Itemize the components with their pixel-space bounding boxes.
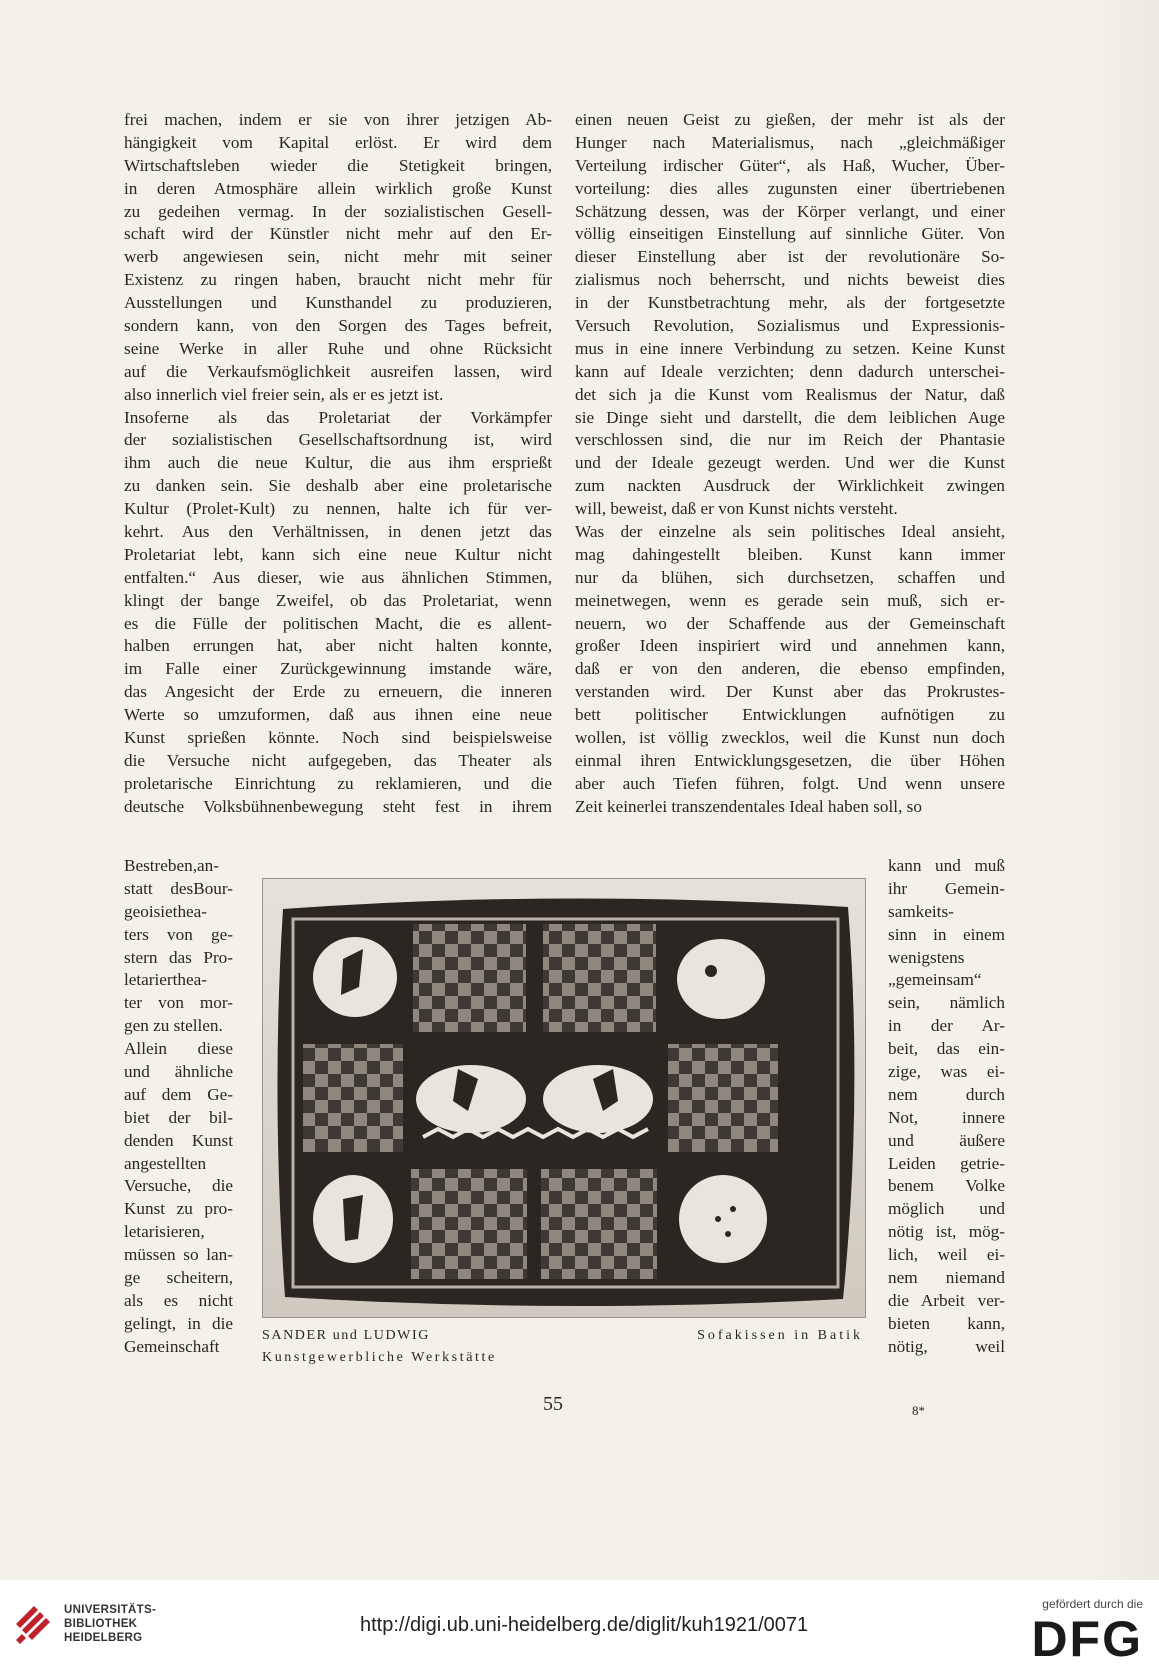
text-line: aber auch Tiefen führen, folgt. Und wenn unsere — [575, 773, 1005, 793]
text-line: klingt der bange Zweifel, ob das Proletariat, wenn — [124, 590, 552, 610]
text-line: also innerlich viel freier sein, als er es jetzt ist. — [124, 384, 444, 404]
caption-maker: SANDER und LUDWIG — [262, 1328, 430, 1343]
text-line: Not, innere — [888, 1107, 1005, 1127]
left-text-column — [124, 109, 552, 819]
text-line: Proletariat lebt, kann sich eine neue Kultur nicht — [124, 544, 552, 564]
text-line: seine Werke in aller Ruhe und ohne Rücksicht — [124, 338, 552, 358]
text-line: möglich und — [888, 1199, 1005, 1219]
text-line: auf dem Ge- — [124, 1084, 233, 1104]
text-line: zu danken sein. Sie deshalb aber eine proletarische — [124, 476, 552, 496]
text-line: großer Ideen inspiriert wird und annehmen kann, — [575, 636, 1005, 656]
text-line: mag dahingestellt bleiben. Kunst kann immer — [575, 544, 1005, 564]
library-name-line1: UNIVERSITÄTS- — [64, 1604, 157, 1616]
text-line: die Arbeit ver- — [888, 1290, 1005, 1310]
text-line: Werte so umzuformen, daß aus ihnen eine neue — [124, 705, 552, 725]
text-line: und der Ideale gezeugt werden. Und wer die Kunst — [575, 453, 1005, 473]
text-line: ihm auch die neue Kultur, die aus ihm ersprießt — [124, 453, 552, 473]
text-line: Existenz zu ringen haben, braucht nicht mehr für — [124, 270, 552, 290]
text-line: verschlossen sind, die nur im Reich der Phantasie — [575, 430, 1005, 450]
text-line: müssen so lan- — [124, 1245, 233, 1265]
text-line: gelingt, in die — [124, 1313, 233, 1333]
caption-title: Sofakissen in Batik — [697, 1328, 863, 1343]
right-narrow-column — [888, 855, 1005, 1359]
text-line: Versuche, die — [124, 1176, 233, 1196]
caption-workshop: Kunstgewerbliche Werkstätte — [262, 1350, 497, 1365]
text-line: Leiden getrie- — [888, 1153, 1005, 1173]
text-line: mus in eine innere Verbindung zu setzen. Keine Kunst — [575, 338, 1005, 358]
signature-mark: 8* — [912, 1403, 925, 1418]
text-line: bett politischer Entwicklungen aufnötigen zu — [575, 705, 1005, 725]
library-name-line3: HEIDELBERG — [64, 1632, 143, 1644]
text-line: Versuch Revolution, Sozialismus und Expressionis- — [575, 316, 1005, 336]
text-line: der sozialistischen Gesellschaftsordnung ist, wird — [124, 430, 552, 450]
text-line: es die Fülle der politischen Macht, die es allent- — [124, 613, 552, 633]
text-line: Ausstellungen und Kunsthandel zu produzieren, — [124, 293, 552, 313]
text-line: werb angewiesen sein, nicht mehr mit seiner — [124, 247, 552, 267]
text-line: wollen, ist völlig zwecklos, weil die Kunst nun doch — [575, 728, 1005, 748]
text-line: sondern kann, von den Sorgen des Tages befreit, — [124, 316, 552, 336]
cushion-photograph — [262, 878, 866, 1318]
text-line: Gemeinschaft — [124, 1336, 220, 1356]
text-line: Verteilung irdischer Güter“, als Haß, Wucher, Über- — [575, 155, 1005, 175]
right-text-column — [575, 109, 1005, 819]
text-line: benem Volke — [888, 1176, 1005, 1196]
text-line: schaft wird der Künstler nicht mehr auf den Er- — [124, 224, 552, 244]
funding-note: gefördert durch die — [1042, 1597, 1143, 1611]
page-number: 55 — [543, 1393, 563, 1415]
text-line: das Angesicht der Erde zu erneuern, die inneren — [124, 682, 552, 702]
text-line: entfalten.“ Aus dieser, wie aus ähnlichen Stimmen, — [124, 567, 552, 587]
text-line: kehrt. Aus den Verhältnissen, in denen jetzt das — [124, 522, 552, 542]
batik-cushion-illustration — [263, 879, 865, 1317]
text-line: stern das Pro- — [124, 947, 233, 967]
text-line: neuern, wo der Schaffende aus der Gemeinschaft — [575, 613, 1005, 633]
text-line: und äußere — [888, 1130, 1005, 1150]
text-line: geoisiethea- — [124, 901, 208, 921]
text-line: proletarische Einrichtung zu reklamieren, und die — [124, 773, 552, 793]
text-line: Hunger nach Materialismus, nach „gleichmäßiger — [575, 132, 1005, 152]
text-line: nur da blühen, sich durchsetzen, schaffen und — [575, 567, 1005, 587]
text-line: verstanden wird. Der Kunst aber das Prokrustes- — [575, 682, 1005, 702]
text-line: nem niemand — [888, 1268, 1005, 1288]
text-line: zialismus noch beherrscht, und nichts beweist dies — [575, 270, 1005, 290]
text-line: Kunst sprießen könnte. Noch sind beispielsweise — [124, 728, 552, 748]
text-line: kann auf Ideale verzichten; denn dadurch unterschei- — [575, 361, 1005, 381]
dfg-logo: DFG — [1031, 1611, 1143, 1667]
text-line: beit, das ein- — [888, 1039, 1005, 1059]
text-line: letariertheа- — [124, 970, 208, 990]
text-line: hängigkeit vom Kapital erlöst. Er wird dem — [124, 132, 552, 152]
text-line: Kultur (Prolet-Kult) zu nennen, halte ich für ver- — [124, 499, 552, 519]
text-line: „gemeinsam“ — [888, 970, 982, 990]
text-line: Allein diese — [124, 1039, 233, 1059]
text-line: zu gedeihen vermag. In der sozialistischen Gesell- — [124, 201, 552, 221]
text-line: in deren Atmosphäre allein wirklich große Kunst — [124, 178, 552, 198]
text-line: lich, weil ei- — [888, 1245, 1005, 1265]
permalink-url[interactable]: http://digi.ub.uni-heidelberg.de/diglit/kuh1921/0071 — [360, 1614, 809, 1636]
text-line: halben errungen hat, aber nicht halten konnte, — [124, 636, 552, 656]
text-line: in der Kunstbetrachtung mehr, als der fortgesetzte — [575, 293, 1005, 313]
text-line: biet der bil- — [124, 1107, 233, 1127]
text-line: zige, was ei- — [888, 1062, 1005, 1082]
text-line: will, beweist, daß er von Kunst nichts versteht. — [575, 499, 898, 519]
text-line: nötig, weil — [888, 1336, 1005, 1356]
text-line: einen neuen Geist zu gießen, der mehr ist als der — [575, 110, 1005, 129]
text-line: nem durch — [888, 1084, 1005, 1104]
text-line: nötig ist, mög- — [888, 1222, 1005, 1242]
text-line: ters von ge- — [124, 924, 233, 944]
text-line: Kunst zu pro- — [124, 1199, 233, 1219]
text-line: sie Dinge sieht und darstellt, die dem leiblichen Auge — [575, 407, 1005, 427]
text-line: frei machen, indem er sie von ihrer jetzigen Ab- — [124, 110, 552, 129]
text-line: in der Ar- — [888, 1016, 1005, 1036]
text-line: Insoferne als das Proletariat der Vorkämpfer — [124, 407, 552, 427]
text-line: gen zu stellen. — [124, 1016, 223, 1036]
page-edge-shadow — [1089, 0, 1159, 1580]
text-line: sein, nämlich — [888, 993, 1005, 1013]
text-line: daß er von den anderen, die ebenso empfinden, — [575, 659, 1005, 679]
text-line: meinetwegen, wenn es gerade sein muß, sich er- — [575, 590, 1005, 610]
university-library-logo-icon — [12, 1600, 56, 1650]
left-narrow-column — [124, 855, 233, 1359]
text-line: denden Kunst — [124, 1130, 233, 1150]
text-line: völlig einseitigen Einstellung auf sinnliche Güter. Von — [575, 224, 1005, 244]
text-line: auf die Verkaufsmöglichkeit ausreifen lassen, wird — [124, 361, 552, 381]
text-line: Schätzung dessen, was der Körper verlangt, und einer — [575, 201, 1005, 221]
text-line: ihr Gemein- — [888, 878, 1005, 898]
text-line: die Versuche nicht aufgegeben, das Theater als — [124, 750, 552, 770]
text-line: statt desBour- — [124, 878, 233, 898]
text-line: dieser Einstellung aber ist der revolutionäre So- — [575, 247, 1005, 267]
text-line: deutsche Volksbühnenbewegung steht fest in ihrem — [124, 796, 552, 816]
text-line: Was der einzelne als sein politisches Ideal ansieht, — [575, 522, 1005, 542]
text-line: ge scheitern, — [124, 1268, 233, 1288]
text-line: letarisieren, — [124, 1222, 205, 1242]
text-line: wenigstens — [888, 947, 965, 967]
text-line: im Falle einer Zurückgewinnung imstande wäre, — [124, 659, 552, 679]
text-line: angestellten — [124, 1153, 207, 1173]
text-line: samkeits- — [888, 901, 954, 921]
text-line: det sich ja die Kunst vom Realismus der Natur, daß — [575, 384, 1005, 404]
text-line: Bestreben,an- — [124, 856, 219, 875]
text-line: zum nackten Ausdruck der Wirklichkeit zwingen — [575, 476, 1005, 496]
text-line: Zeit keinerlei transzendentales Ideal haben soll, so — [575, 796, 922, 816]
text-line: ter von mor- — [124, 993, 233, 1013]
text-line: vorteilung: dies alles zugunsten einer übertriebenen — [575, 178, 1005, 198]
library-name-line2: BIBLIOTHEK — [64, 1618, 138, 1630]
text-line: einmal ihren Entwicklungsgesetzen, die über Höhen — [575, 750, 1005, 770]
text-line: bieten kann, — [888, 1313, 1005, 1333]
text-line: und ähnliche — [124, 1062, 233, 1082]
text-line: Wirtschaftsleben wieder die Stetigkeit bringen, — [124, 155, 552, 175]
text-line: sinn in einem — [888, 924, 1005, 944]
text-line: kann und muß — [888, 856, 1005, 875]
text-line: als es nicht — [124, 1290, 233, 1310]
